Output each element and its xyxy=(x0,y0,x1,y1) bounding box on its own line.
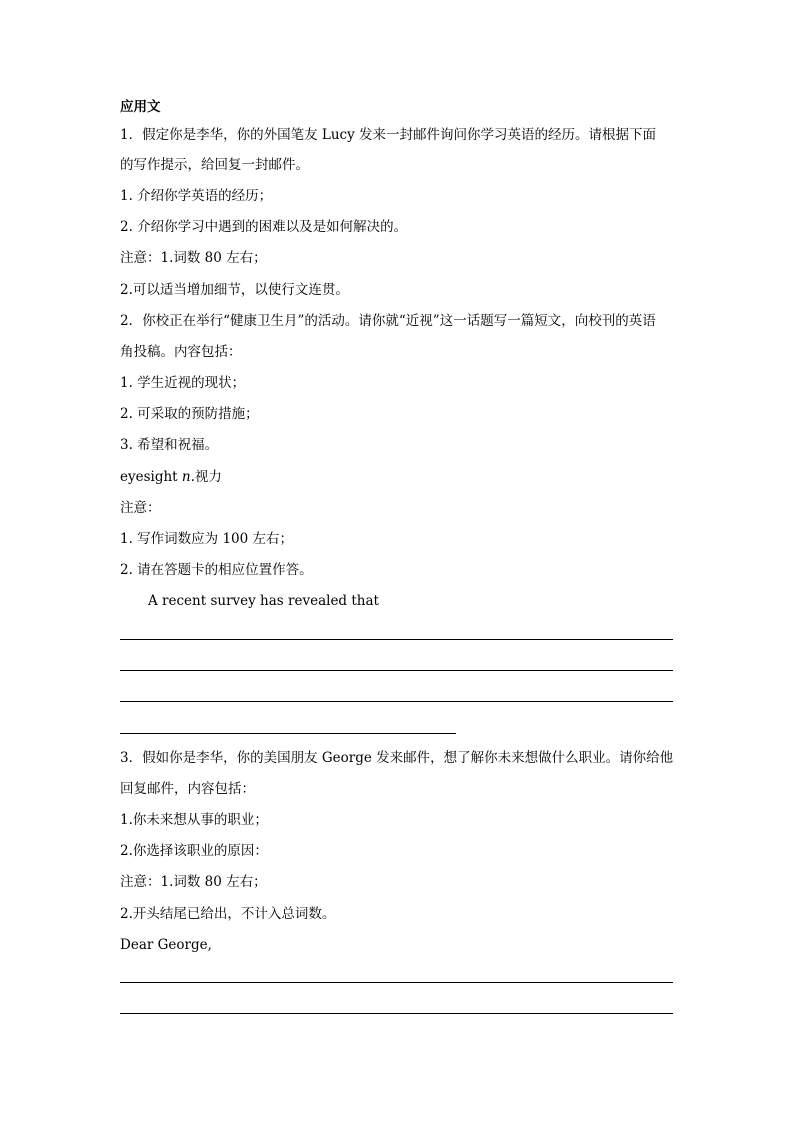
vocab-word: eyesight xyxy=(120,469,178,485)
q2-note1: 1. 写作词数应为 100 左右； xyxy=(120,531,294,547)
answer-line xyxy=(120,733,456,734)
q1-note2: 2.可以适当增加细节，以使行文连贯。 xyxy=(120,282,349,298)
q3-note2: 2.开头结尾已给出，不计入总词数。 xyxy=(120,906,336,922)
q2-prompt-line1: 2．你校正在举行“健康卫生月”的活动。请你就“近视”这一话题写一篇短文，向校刊的英语 xyxy=(120,313,656,329)
q1-prompt-line2: 的写作提示，给回复一封邮件。 xyxy=(120,157,309,173)
answer-line xyxy=(120,701,673,702)
q3-prompt-line1: 3．假如你是李华，你的美国朋友 George 发来邮件，想了解你未来想做什么职业。请你给他 xyxy=(120,750,674,766)
q1-note1: 注意：1.词数 80 左右； xyxy=(120,250,267,266)
q1-point1: 1. 介绍你学英语的经历； xyxy=(120,188,273,204)
answer-line xyxy=(120,639,673,640)
q2-note-title: 注意： xyxy=(120,500,161,516)
q2-prompt-line2: 角投稿。内容包括： xyxy=(120,344,242,360)
q2-point3: 3. 希望和祝福。 xyxy=(120,437,219,453)
q2-vocab-note xyxy=(120,468,222,486)
q2-point1: 1. 学生近视的现状； xyxy=(120,375,246,391)
section-title: 应用文 xyxy=(120,99,161,115)
q3-note1: 注意：1.词数 80 左右； xyxy=(120,874,267,890)
answer-line xyxy=(120,982,673,983)
answer-line xyxy=(120,1013,673,1014)
q3-prompt-line2: 回复邮件，内容包括： xyxy=(120,781,255,797)
answer-line xyxy=(120,670,673,671)
vocab-meaning: 视力 xyxy=(194,469,222,485)
q2-point2: 2. 可采取的预防措施； xyxy=(120,406,259,422)
q3-point1: 1.你未来想从事的职业； xyxy=(120,812,268,828)
q1-point2: 2. 介绍你学习中遇到的困难以及是如何解决的。 xyxy=(120,219,408,235)
q2-starter-sentence: A recent survey has revealed that xyxy=(148,593,379,609)
q3-point2: 2.你选择该职业的原因： xyxy=(120,843,268,859)
vocab-pos: n. xyxy=(181,469,195,485)
q3-greeting: Dear George, xyxy=(120,937,212,953)
q1-prompt-line1: 1．假定你是李华，你的外国笔友 Lucy 发来一封邮件询问你学习英语的经历。请根据下面 xyxy=(120,127,657,143)
q2-note2: 2. 请在答题卡的相应位置作答。 xyxy=(120,562,313,578)
